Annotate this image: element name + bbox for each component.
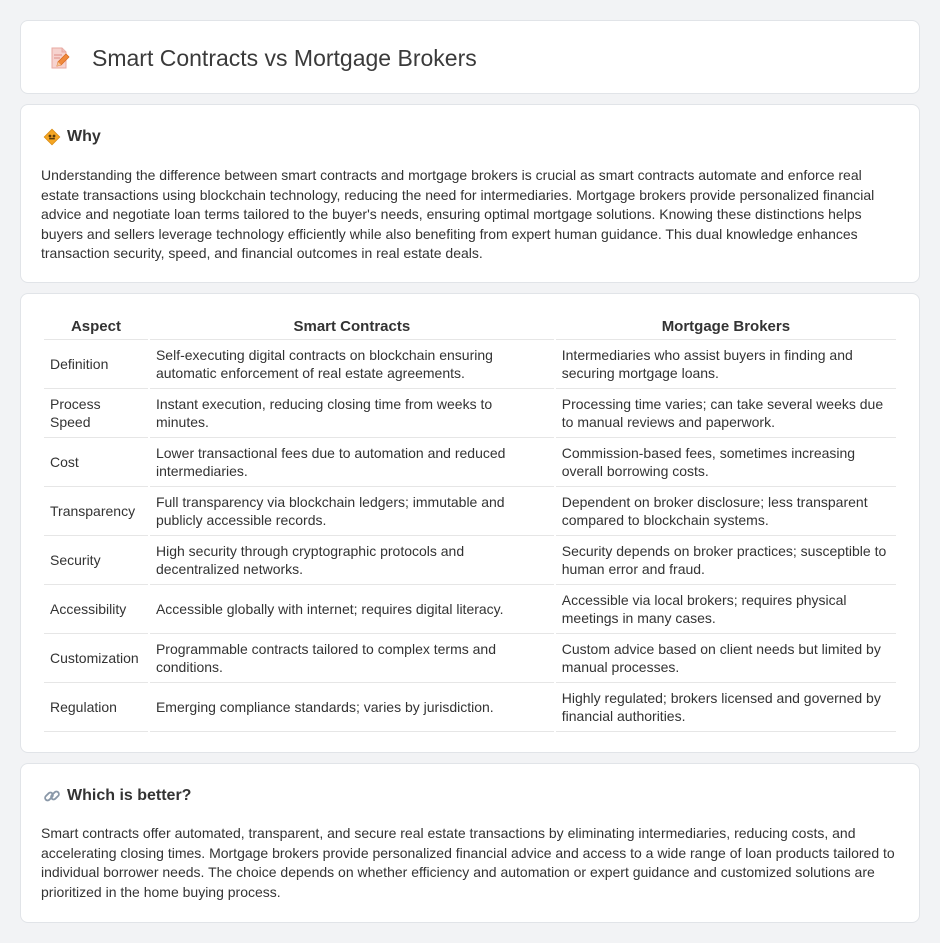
link-icon <box>43 787 61 805</box>
why-text: Understanding the difference between smart contracts and mortgage brokers is crucial as smart contracts automate and enforce real estate transactions using blockchain technology, reducing the need for intermediaries. Mortgage brokers provide personalized financial advice and negotiate loan terms tailored to the buyer's needs, ensuring optimal mortgage solutions. Knowing these distinctions helps buyers and sellers leverage technology efficiently while also benefiting from expert human guidance. This dual knowledge enhances transaction security, speed, and financial outcomes in real estate deals. <box>41 167 875 262</box>
table-row <box>44 585 896 634</box>
aspect-cell: Definition <box>44 340 148 389</box>
why-title: Why <box>67 128 101 145</box>
diamond-sign-icon <box>43 128 61 146</box>
aspect-cell: Accessibility <box>44 585 148 634</box>
aspect-cell: Customization <box>44 634 148 683</box>
smart-contracts-cell: Full transparency via blockchain ledgers; immutable and publicly accessible records. <box>150 487 554 536</box>
table-row <box>44 389 896 438</box>
why-section <box>20 104 920 283</box>
aspect-cell: Regulation <box>44 683 148 732</box>
table-row <box>44 340 896 389</box>
mortgage-brokers-cell: Processing time varies; can take several weeks due to manual reviews and paperwork. <box>556 389 896 438</box>
aspect-cell: Process Speed <box>44 389 148 438</box>
mortgage-brokers-cell: Commission-based fees, sometimes increasing overall borrowing costs. <box>556 438 896 487</box>
mortgage-brokers-cell: Dependent on broker disclosure; less transparent compared to blockchain systems. <box>556 487 896 536</box>
smart-contracts-cell: Self-executing digital contracts on blockchain ensuring automatic enforcement of real estate agreements. <box>150 340 554 389</box>
mortgage-brokers-cell: Accessible via local brokers; requires physical meetings in many cases. <box>556 585 896 634</box>
document-pencil-icon <box>47 46 71 70</box>
table-row <box>44 683 896 732</box>
comparison-card <box>20 293 920 753</box>
table-row <box>44 634 896 683</box>
why-heading <box>43 127 101 147</box>
which-is-better-section <box>20 763 920 923</box>
aspect-cell: Security <box>44 536 148 585</box>
smart-contracts-cell: Emerging compliance standards; varies by jurisdiction. <box>150 683 554 732</box>
better-heading <box>43 786 191 806</box>
comparison-table <box>42 314 898 732</box>
table-row <box>44 438 896 487</box>
aspect-cell: Cost <box>44 438 148 487</box>
smart-contracts-cell: Programmable contracts tailored to complex terms and conditions. <box>150 634 554 683</box>
smart-contracts-cell: Accessible globally with internet; requires digital literacy. <box>150 585 554 634</box>
mortgage-brokers-cell: Security depends on broker practices; susceptible to human error and fraud. <box>556 536 896 585</box>
table-row <box>44 487 896 536</box>
better-text: Smart contracts offer automated, transparent, and secure real estate transactions by eliminating intermediaries, reducing costs, and accelerating closing times. Mortgage brokers provide personalized financial advice and access to a wide range of loan products tailored to individual borrower needs. The choice depends on whether efficiency and automation or expert guidance and customized solutions are prioritized in the home buying process. <box>41 825 895 900</box>
header-aspect: Aspect <box>44 314 148 340</box>
mortgage-brokers-cell: Highly regulated; brokers licensed and governed by financial authorities. <box>556 683 896 732</box>
smart-contracts-cell: High security through cryptographic protocols and decentralized networks. <box>150 536 554 585</box>
smart-contracts-cell: Instant execution, reducing closing time from weeks to minutes. <box>150 389 554 438</box>
smart-contracts-cell: Lower transactional fees due to automation and reduced intermediaries. <box>150 438 554 487</box>
better-title: Which is better? <box>67 787 192 804</box>
table-row <box>44 536 896 585</box>
page-title: Smart Contracts vs Mortgage Brokers <box>92 45 477 71</box>
mortgage-brokers-cell: Intermediaries who assist buyers in finding and securing mortgage loans. <box>556 340 896 389</box>
aspect-cell: Transparency <box>44 487 148 536</box>
table-header-row <box>44 314 896 340</box>
header-smart-contracts: Smart Contracts <box>150 314 554 340</box>
mortgage-brokers-cell: Custom advice based on client needs but limited by manual processes. <box>556 634 896 683</box>
header-mortgage-brokers: Mortgage Brokers <box>556 314 896 340</box>
header-card <box>20 20 920 94</box>
